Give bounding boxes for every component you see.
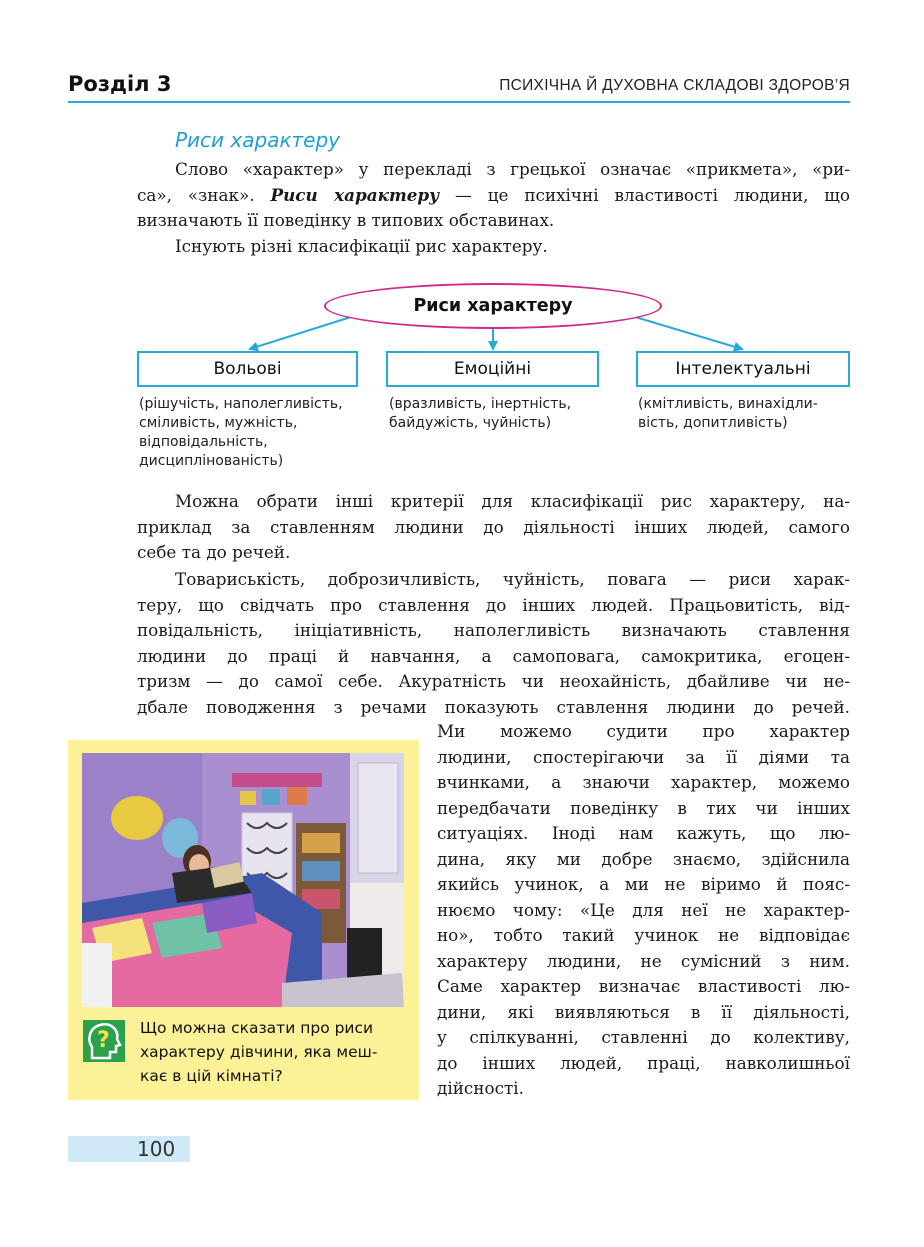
intro-line-1: Слово «характер» у перекладі з грецької означає «прикмета», «ри-: [175, 159, 850, 179]
p4-line-3: вчинками, а знаючи характер, можемо: [437, 772, 850, 792]
section-label: Розділ 3: [68, 72, 172, 96]
intro-line-2b: — це психічні властивості людини, що: [439, 184, 851, 205]
bedroom-photo: [82, 753, 404, 1007]
p4-line-12: дини, які виявляються в її діяльності,: [437, 1001, 850, 1022]
paragraph-criteria: [137, 489, 850, 566]
question-head-icon: [83, 1020, 125, 1062]
p4-line-8: нюємо чому: «Це для неї не характер-: [437, 899, 850, 920]
term-emphasis: Риси характеру: [270, 184, 440, 205]
category-desc-volovi: [139, 395, 364, 471]
desc-line: відповідальність,: [139, 434, 268, 450]
p4-line-5: ситуаціях. Іноді нам кажуть, що лю-: [437, 823, 850, 843]
question-icon: [83, 1020, 125, 1062]
intro-line-2a: са», «знак».: [137, 184, 271, 205]
p4-line-10: характеру людини, не сумісний з ним.: [437, 950, 850, 971]
intro-line-4: Існують різні класифікації рис характеру.: [175, 235, 548, 256]
desc-line: вість, допитливість): [638, 415, 788, 431]
diagram-root: Риси характеру: [324, 283, 662, 329]
desc-line: (рішучість, наполегливість,: [139, 396, 343, 412]
svg-text:?: ?: [97, 1028, 110, 1053]
desc-line: (кмітливість, винахідли-: [638, 396, 818, 412]
p3-line-5: тризм — до самої себе. Акуратність чи неохайність, дбайливе чи не-: [137, 671, 850, 691]
p4-line-7: якийсь учинок, а ми не віримо й пояс-: [437, 874, 850, 894]
intro-line-3: визначають її поведінку в типових обставинах.: [137, 210, 555, 230]
category-desc-emotsiini: [389, 395, 604, 433]
p4-line-6: дина, яку ми добре знаємо, здійснила: [437, 848, 850, 869]
category-intelektualni: Інтелектуальні: [636, 351, 850, 387]
p2-line-1: Можна обрати інші критерії для класифікації рис характеру, на-: [175, 491, 850, 511]
bedroom-illustration: [82, 753, 404, 1007]
category-emotsiini: Емоційні: [386, 351, 599, 387]
p4-line-15: дійсності.: [437, 1078, 524, 1098]
p3-line-3: повідальність, ініціативність, наполегливість визначають ставлення: [137, 620, 850, 640]
p4-line-1: Ми можемо судити про характер: [437, 721, 850, 741]
arrow-to-volovi: [250, 316, 354, 349]
paragraph-judging-character: [437, 719, 850, 1102]
p4-line-14: до інших людей, праці, навколишньої: [437, 1052, 850, 1073]
p4-line-11: Саме характер визначає властивості лю-: [437, 976, 850, 996]
desc-line: (вразливість, інертність,: [389, 396, 572, 412]
diagram-arrows: [0, 0, 924, 400]
photo-caption: [140, 1016, 410, 1088]
chapter-title: ПСИХІЧНА Й ДУХОВНА СКЛАДОВІ ЗДОРОВ’Я: [499, 77, 850, 94]
caption-line: характеру дівчини, яка меш-: [140, 1043, 378, 1061]
p4-line-9: но», тобто такий учинок не відповідає: [437, 925, 850, 945]
caption-line: Що можна сказати про риси: [140, 1019, 374, 1037]
page-number: 100: [137, 1137, 176, 1161]
p3-line-4: людини до праці й навчання, а самоповага, самокритика, егоцен-: [137, 645, 850, 666]
desc-line: байдужість, чуйність): [389, 415, 552, 431]
p3-line-6: дбале поводження з речами показують ставлення людини до речей.: [137, 696, 850, 717]
arrow-to-intelektualni: [632, 316, 742, 349]
desc-line: дисциплінованість): [139, 453, 284, 469]
paragraph-traits: [137, 567, 850, 720]
p4-line-2: людини, спостерігаючи за її діями та: [437, 746, 850, 767]
p2-line-3: себе та до речей.: [137, 542, 291, 562]
p4-line-4: передбачати поведінку в тих чи інших: [437, 797, 850, 818]
p3-line-1: Товариськість, доброзичливість, чуйність, повага — риси харак-: [175, 569, 850, 589]
category-desc-intelektualni: [638, 395, 853, 433]
caption-line: кає в цій кімнаті?: [140, 1067, 283, 1085]
section-heading: Риси характеру: [175, 128, 341, 152]
p2-line-2: приклад за ставленням людини до діяльності інших людей, самого: [137, 516, 850, 537]
category-volovi: Вольові: [137, 351, 358, 387]
desc-line: сміливість, мужність,: [139, 415, 298, 431]
p4-line-13: у спілкуванні, ставленні до колективу,: [437, 1027, 850, 1047]
p3-line-2: теру, що свідчать про ставлення до інших людей. Працьовитість, від-: [137, 594, 850, 615]
